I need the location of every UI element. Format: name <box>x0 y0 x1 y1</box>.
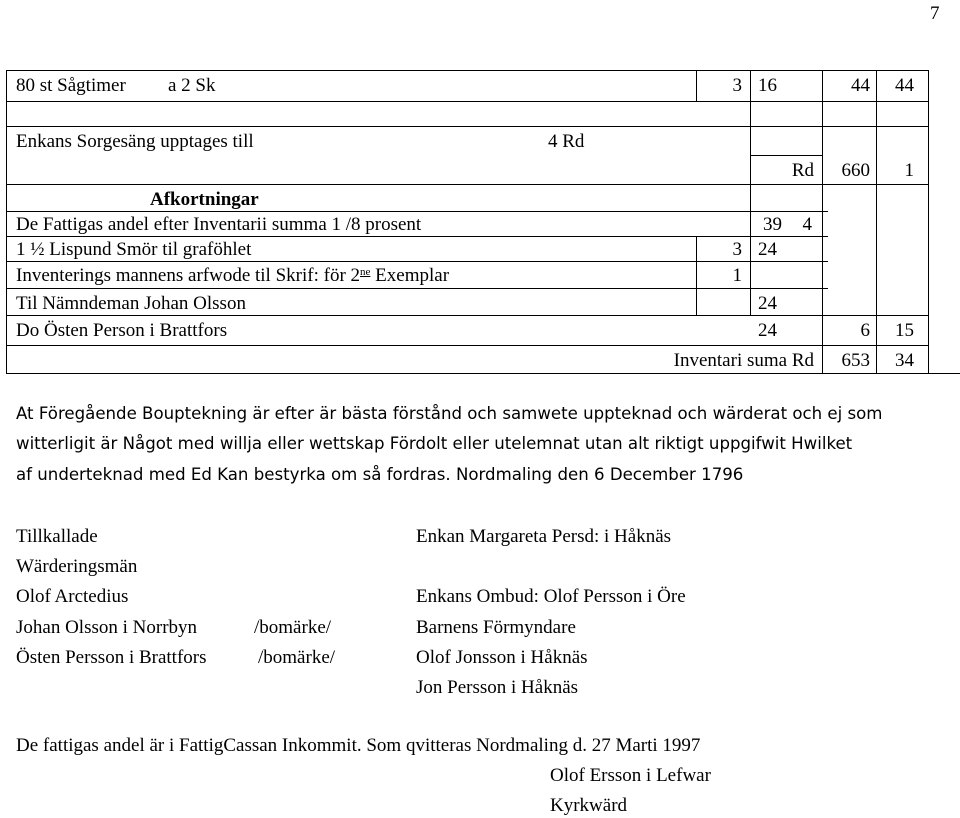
inventari-total-col3: 653 <box>841 350 870 371</box>
table-row-divider <box>6 184 928 185</box>
table-column-divider <box>750 70 751 315</box>
afkortningar-heading: Afkortningar <box>150 189 259 210</box>
table-column-divider <box>696 70 697 101</box>
row-sagtimer-label: 80 st Sågtimer <box>16 75 126 96</box>
signer-title: Kyrkwärd <box>550 795 628 816</box>
signer-name: Olof Ersson i Lefwar <box>550 765 711 786</box>
table-row-divider <box>6 211 828 212</box>
table-left-border <box>6 70 7 373</box>
row-sagtimer-rate: a 2 Sk <box>168 75 216 96</box>
afkort-row-label-superscript: ne <box>360 266 371 278</box>
row-sorgesang-label: Enkans Sorgesäng upptages till <box>16 131 254 152</box>
afkort-row-col2: 39 <box>763 214 782 235</box>
guardian-name: Olof Jonsson i Håknäs <box>416 647 588 668</box>
table-row-divider <box>6 288 828 289</box>
page-number: 7 <box>930 3 940 24</box>
row-sorgesang-amount: 4 Rd <box>548 131 585 152</box>
afkort-row-col2: 24 <box>758 239 777 260</box>
row-sagtimer-col3: 44 <box>851 75 870 96</box>
afkort-row-label: De Fattigas andel efter Inventarii summa 1 /8 prosent <box>16 214 422 235</box>
table-bottom-border <box>6 373 960 374</box>
afkort-row-label: Do Östen Person i Brattfors <box>16 320 228 341</box>
afkort-row-label <box>16 266 449 285</box>
row-sagtimer-col2: 16 <box>758 75 777 96</box>
table-row-divider <box>6 315 928 316</box>
table-column-divider <box>876 70 877 373</box>
table-row-divider <box>6 236 828 237</box>
row-subtotal-unit: Rd <box>791 160 814 181</box>
declaration-line: At Föregående Bouptekning är efter är bästa förstånd och samwete uppteknad och wärderat och ej som <box>16 404 883 423</box>
row-sagtimer-col4: 44 <box>895 75 914 96</box>
guardians-heading: Barnens Förmyndare <box>416 617 576 638</box>
appraisers-heading: Wärderingsmän <box>16 556 138 577</box>
afkort-row-col4: 6 <box>860 320 870 341</box>
widow-representative: Enkans Ombud: Olof Persson i Öre <box>416 586 686 607</box>
table-row-divider <box>6 126 928 127</box>
table-column-divider <box>696 236 697 315</box>
appraiser-mark: /bomärke/ <box>258 647 336 668</box>
called-heading: Tillkallade <box>16 526 98 547</box>
afkort-row-col2: 24 <box>758 320 777 341</box>
appraiser-name: Olof Arctedius <box>16 586 129 607</box>
afkort-row-col3: 4 <box>802 214 812 235</box>
table-row-divider <box>6 345 928 346</box>
afkort-row-label: 1 ½ Lispund Smör til graföhlet <box>16 239 252 260</box>
appraiser-name: Johan Olsson i Norrbyn <box>16 617 198 638</box>
afkort-row-col2: 24 <box>758 293 777 314</box>
table-row-divider <box>6 101 928 102</box>
row-sagtimer-col1: 3 <box>732 75 742 96</box>
appraiser-name: Östen Persson i Brattfors <box>16 647 207 668</box>
poor-share-note: De fattigas andel är i FattigCassan Inkommit. Som qvitteras Nordmaling d. 27 Marti 1997 <box>16 735 701 756</box>
afkort-row-label-main: Inventerings mannens arfwode til Skrif: för 2 <box>16 265 361 286</box>
table-row-divider <box>6 261 828 262</box>
declaration-line: witterligit är Något med willja eller wettskap Fördolt eller utelemnat utan alt riktigt uppgifwit Hwilket <box>16 434 853 453</box>
afkort-row-col1: 1 <box>732 265 742 286</box>
table-top-border <box>6 70 928 71</box>
afkort-row-label: Til Nämndeman Johan Olsson <box>16 293 246 314</box>
appraiser-mark: /bomärke/ <box>254 617 332 638</box>
row-subtotal-col3: 660 <box>841 160 870 181</box>
declaration-line: af underteknad med Ed Kan bestyrka om så fordras. Nordmaling den 6 December 1796 <box>16 465 744 484</box>
table-right-border <box>928 70 929 373</box>
widow-signature: Enkan Margareta Persd: i Håknäs <box>416 526 672 547</box>
inventari-total-col4: 34 <box>895 350 914 371</box>
row-subtotal-col4: 1 <box>904 160 914 181</box>
inventari-total-label: Inventari suma Rd <box>673 350 814 371</box>
afkort-row-col1: 3 <box>732 239 742 260</box>
table-column-divider <box>822 70 823 373</box>
afkort-row-col5: 15 <box>895 320 914 341</box>
afkort-row-label-end: Exemplar <box>370 265 450 286</box>
table-row-divider <box>750 155 822 156</box>
guardian-name: Jon Persson i Håknäs <box>416 677 579 698</box>
